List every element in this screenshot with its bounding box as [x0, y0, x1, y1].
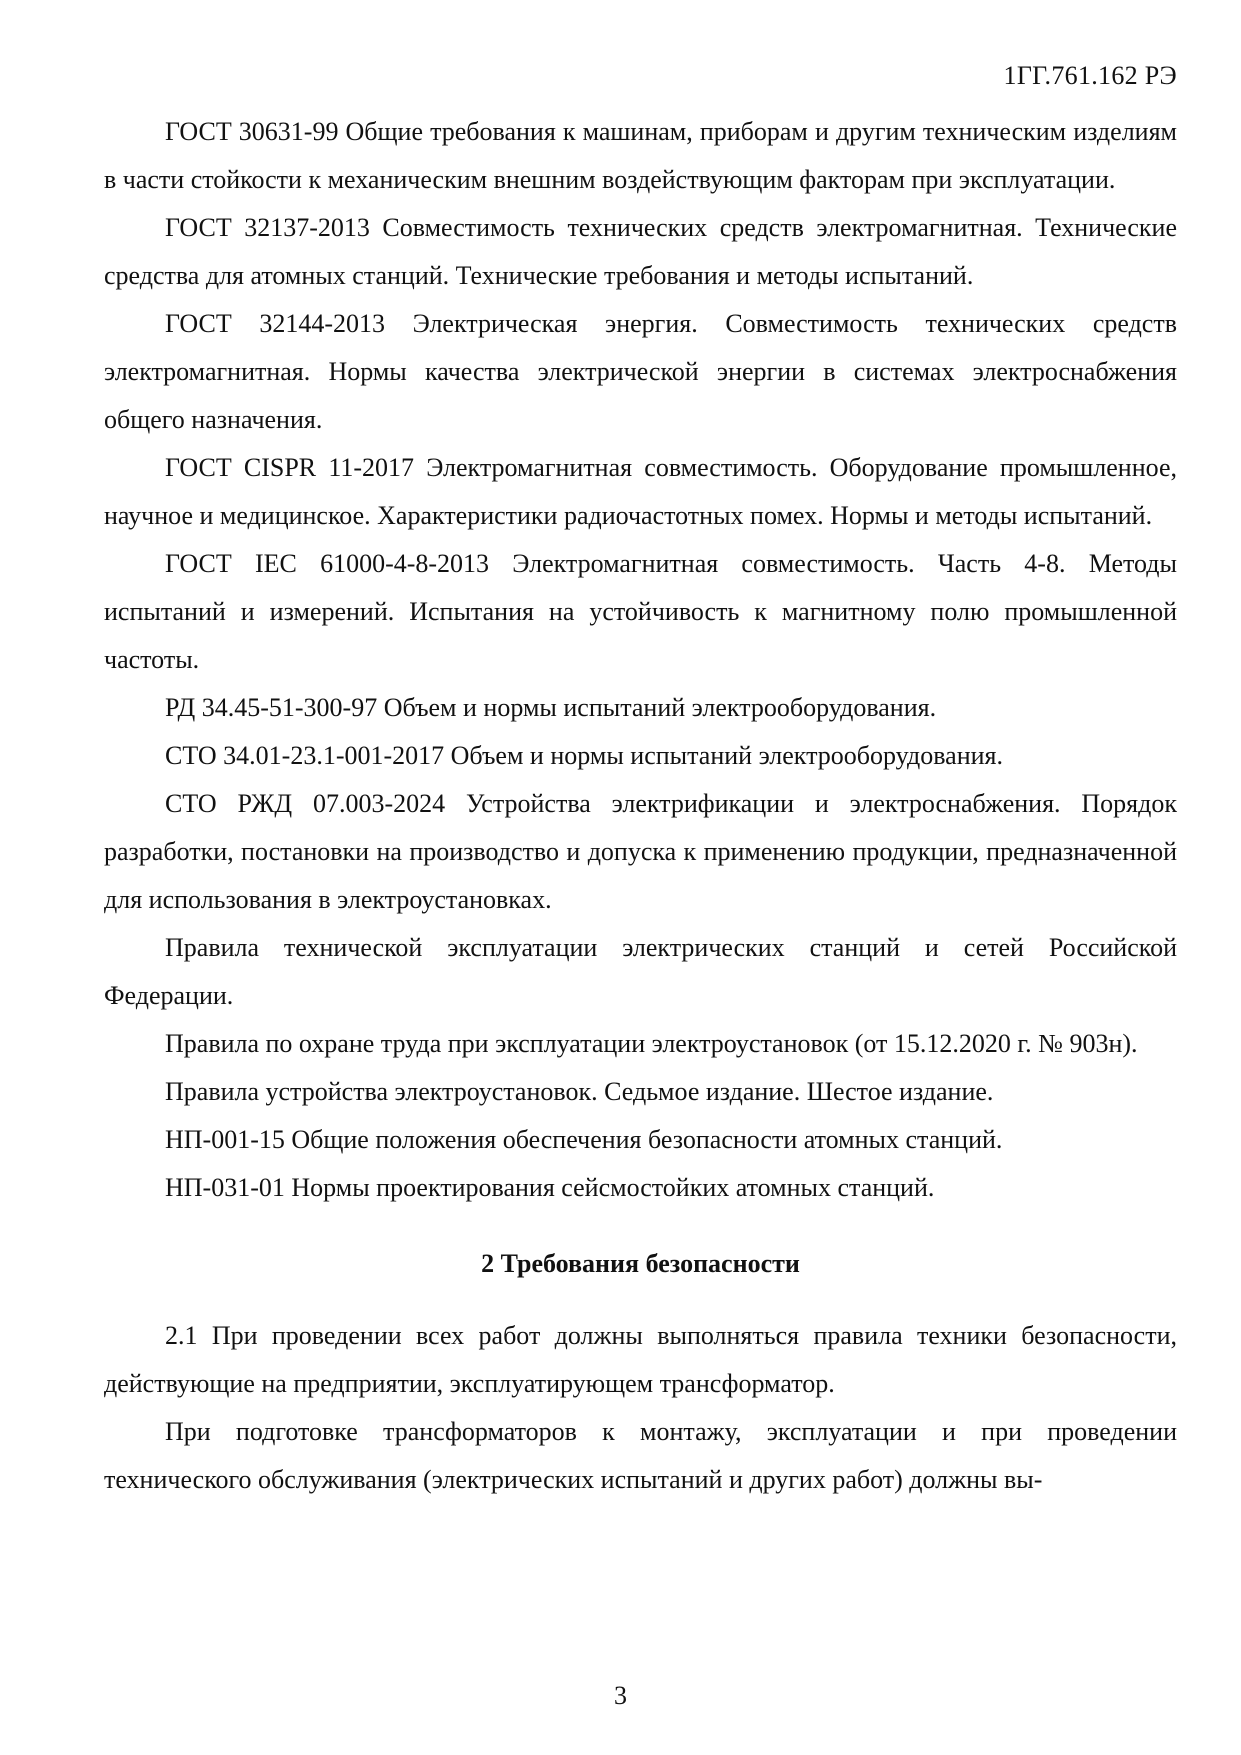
reference-item: ГОСТ CISPR 11-2017 Электромагнитная совместимость. Оборудование промышленное, научное и медицинское. Характеристики радиочастотных помех. Нормы и методы испытаний. — [104, 453, 1177, 530]
reference-item: СТО РЖД 07.003-2024 Устройства электрификации и электроснабжения. Порядок разработки, постановки на производство и допуска к применению продукции, предназначенной для использования в электроустановках. — [104, 789, 1177, 914]
reference-item: Правила технической эксплуатации электрических станций и сетей Российской Федерации. — [104, 933, 1177, 1010]
document-code: 1ГГ.761.162 РЭ — [1003, 61, 1177, 90]
page-content — [104, 108, 1177, 1504]
reference-item: РД 34.45-51-300-97 Объем и нормы испытаний электрооборудования. — [165, 693, 937, 722]
section-paragraph: 2.1 При проведении всех работ должны выполняться правила техники безопасности, действующие на предприятии, эксплуатирующем трансформатор. — [104, 1321, 1177, 1398]
reference-item: Правила по охране труда при эксплуатации электроустановок (от 15.12.2020 г. № 903н). — [165, 1029, 1138, 1058]
section-heading: 2 Требования безопасности — [481, 1249, 800, 1278]
reference-item: Правила устройства электроустановок. Седьмое издание. Шестое издание. — [165, 1077, 994, 1106]
reference-item: ГОСТ 32144-2013 Электрическая энергия. Совместимость технических средств электромагнитная. Нормы качества электрической энергии в системах электроснабжения общего назначения. — [104, 309, 1177, 434]
reference-item: НП-001-15 Общие положения обеспечения безопасности атомных станций. — [165, 1125, 1003, 1154]
reference-item: ГОСТ IEC 61000-4-8-2013 Электромагнитная совместимость. Часть 4-8. Методы испытаний и измерений. Испытания на устойчивость к магнитному полю промышленной частоты. — [104, 549, 1177, 674]
reference-item: ГОСТ 30631-99 Общие требования к машинам, приборам и другим техническим изделиям в части стойкости к механическим внешним воздействующим факторам при эксплуатации. — [104, 117, 1177, 194]
page-number: 3 — [614, 1681, 627, 1710]
reference-item: НП-031-01 Нормы проектирования сейсмостойких атомных станций. — [165, 1173, 935, 1202]
reference-item: СТО 34.01-23.1-001-2017 Объем и нормы испытаний электрооборудования. — [165, 741, 1003, 770]
section-paragraph: При подготовке трансформаторов к монтажу, эксплуатации и при проведении технического обслуживания (электрических испытаний и других работ) должны вы- — [104, 1417, 1177, 1494]
reference-item: ГОСТ 32137-2013 Совместимость технических средств электромагнитная. Технические средства для атомных станций. Технические требования и методы испытаний. — [104, 213, 1177, 290]
